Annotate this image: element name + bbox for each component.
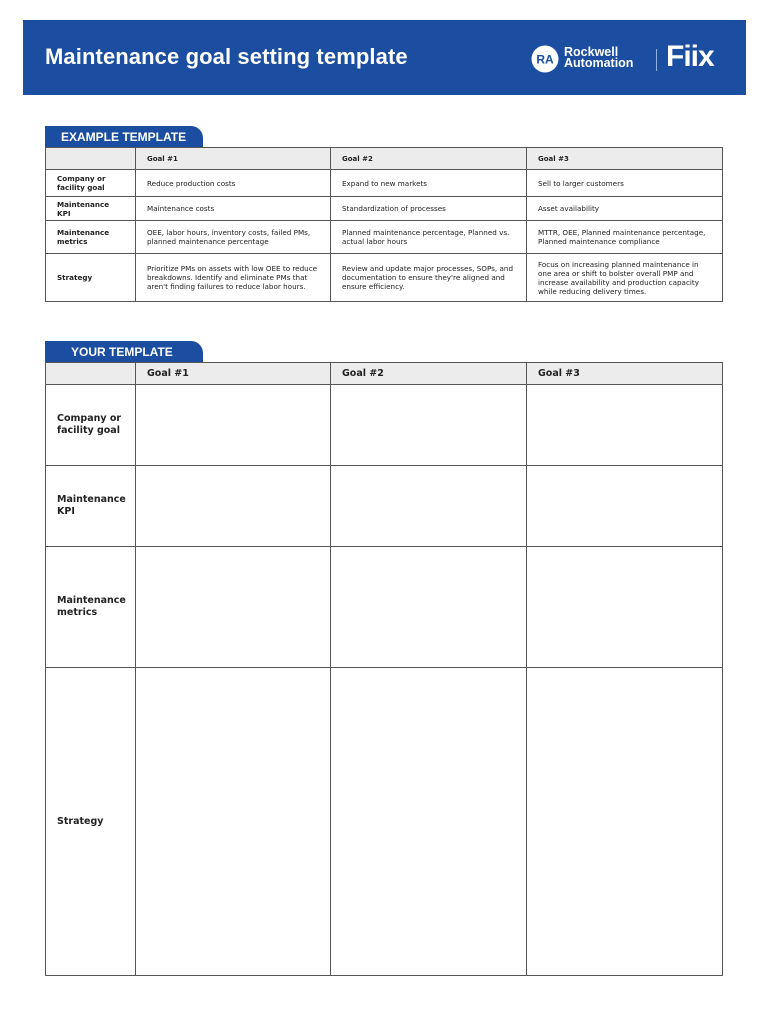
- input-cell[interactable]: [527, 385, 723, 466]
- table-cell: Focus on increasing planned maintenance in one area or shift to bolster overall PMP and increase availability and production capacity while reducing delivery times.: [527, 254, 723, 302]
- row-label: Maintenance metrics: [46, 221, 136, 254]
- column-header: Goal #2: [331, 363, 527, 385]
- ra-mark: RA: [536, 52, 554, 67]
- input-cell[interactable]: [331, 466, 527, 547]
- column-header: Goal #2: [331, 148, 527, 170]
- table-row: [46, 385, 723, 466]
- row-label: Maintenance metrics: [46, 547, 136, 668]
- table-cell: Maintenance costs: [136, 197, 331, 221]
- table-row: [46, 221, 723, 254]
- row-label: Company or facility goal: [46, 385, 136, 466]
- column-header: [46, 148, 136, 170]
- table-row: [46, 466, 723, 547]
- input-cell[interactable]: [331, 385, 527, 466]
- column-header: Goal #3: [527, 363, 723, 385]
- example-template-tab: EXAMPLE TEMPLATE: [45, 126, 203, 148]
- table-row: [46, 197, 723, 221]
- input-cell[interactable]: [527, 668, 723, 976]
- table-row: [46, 668, 723, 976]
- row-label: Company or facility goal: [46, 170, 136, 197]
- brand-name: [564, 47, 633, 69]
- table-cell: Review and update major processes, SOPs, and documentation to ensure they're aligned and ensure efficiency.: [331, 254, 527, 302]
- input-cell[interactable]: [331, 668, 527, 976]
- input-cell[interactable]: [136, 385, 331, 466]
- table-cell: Standardization of processes: [331, 197, 527, 221]
- logo-divider: [656, 49, 657, 71]
- brand-line-2: Automation: [564, 56, 634, 70]
- input-cell[interactable]: [527, 466, 723, 547]
- table-cell: Sell to larger customers: [527, 170, 723, 197]
- table-row: [46, 170, 723, 197]
- table-row: [46, 254, 723, 302]
- table-cell: Prioritize PMs on assets with low OEE to reduce breakdowns. Identify and eliminate PMs that aren't finding failures to reduce labor hours.: [136, 254, 331, 302]
- column-header: [46, 363, 136, 385]
- page-header: [23, 20, 746, 95]
- table-header-row: [46, 148, 723, 170]
- page-title: Maintenance goal setting template: [45, 44, 408, 69]
- row-label: Strategy: [46, 668, 136, 976]
- table-cell: MTTR, OEE, Planned maintenance percentage, Planned maintenance compliance: [527, 221, 723, 254]
- input-cell[interactable]: [136, 547, 331, 668]
- row-label: Maintenance KPI: [46, 466, 136, 547]
- table-cell: Asset availability: [527, 197, 723, 221]
- input-cell[interactable]: [136, 466, 331, 547]
- your-template-tab: YOUR TEMPLATE: [45, 341, 203, 363]
- rockwell-automation-logo-icon: [531, 45, 559, 73]
- example-template-table: [45, 147, 723, 302]
- column-header: Goal #3: [527, 148, 723, 170]
- brand-line-1: Rockwell: [564, 45, 619, 59]
- row-label: Maintenance KPI: [46, 197, 136, 221]
- table-cell: Reduce production costs: [136, 170, 331, 197]
- table-cell: OEE, labor hours, inventory costs, failed PMs, planned maintenance percentage: [136, 221, 331, 254]
- table-row: [46, 547, 723, 668]
- table-cell: Planned maintenance percentage, Planned vs. actual labor hours: [331, 221, 527, 254]
- fiix-logo: Fiix: [666, 40, 714, 73]
- input-cell[interactable]: [331, 547, 527, 668]
- table-header-row: [46, 363, 723, 385]
- table-cell: Expand to new markets: [331, 170, 527, 197]
- input-cell[interactable]: [527, 547, 723, 668]
- your-template-table: [45, 362, 723, 976]
- row-label: Strategy: [46, 254, 136, 302]
- input-cell[interactable]: [136, 668, 331, 976]
- column-header: Goal #1: [136, 148, 331, 170]
- column-header: Goal #1: [136, 363, 331, 385]
